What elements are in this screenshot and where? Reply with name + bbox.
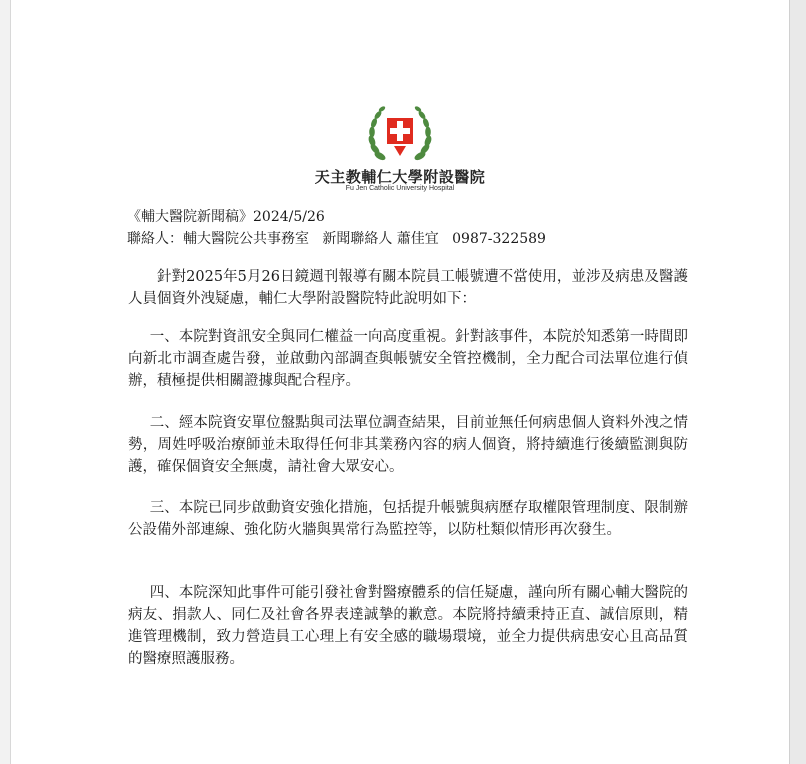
contact-line: 聯絡人：輔大醫院公共事務室 新聞聯絡人 蕭佳宜 0987-322589 bbox=[127, 231, 546, 247]
statement-point-2: 二、經本院資安單位盤點與司法單位調查結果，目前並無任何病患個人資料外洩之情勢，周姓呼吸治療師並未取得任何非其業務內容的病人個資，將持續進行後續監測與防護，確保個資安全無虞，請社會大眾安心。 bbox=[128, 415, 688, 475]
scrollbar[interactable] bbox=[789, 0, 806, 764]
hospital-logo bbox=[11, 106, 789, 196]
logo-hospital-name-english: Fu Jen Catholic University Hospital bbox=[345, 185, 455, 192]
statement-point-3: 三、本院已同步啟動資安強化措施，包括提升帳號與病歷存取權限管理制度、限制辦公設備外部連線、強化防火牆與異常行為監控等，以防杜類似情形再次發生。 bbox=[128, 500, 688, 538]
press-release-line: 《輔大醫院新聞稿》2024/5/26 bbox=[127, 209, 325, 225]
laurel-cross-emblem-icon bbox=[358, 106, 442, 166]
logo-hospital-name: 天主教輔仁大學附設醫院 bbox=[314, 168, 486, 186]
statement-point-4: 四、本院深知此事件可能引發社會對醫療體系的信任疑慮，謹向所有關心輔大醫院的病友、捐款人、同仁及社會各界表達誠摯的歉意。本院將持續秉持正直、誠信原則，精進管理機制，致力營造員工心理上有安全感的職場環境，並全力提供病患安心且高品質的醫療照護服務。 bbox=[128, 585, 688, 667]
statement-point-1: 一、本院對資訊安全與同仁權益一向高度重視。針對該事件，本院於知悉第一時間即向新北市調查處告發，並啟動內部調查與帳號安全管控機制，全力配合司法單位進行偵辦，積極提供相關證據與配合程序。 bbox=[128, 329, 688, 389]
intro-paragraph: 針對2025年5月26日鏡週刊報導有關本院員工帳號遭不當使用，並涉及病患及醫護人員個資外洩疑慮，輔仁大學附設醫院特此說明如下： bbox=[128, 269, 688, 307]
document-page bbox=[10, 0, 790, 764]
